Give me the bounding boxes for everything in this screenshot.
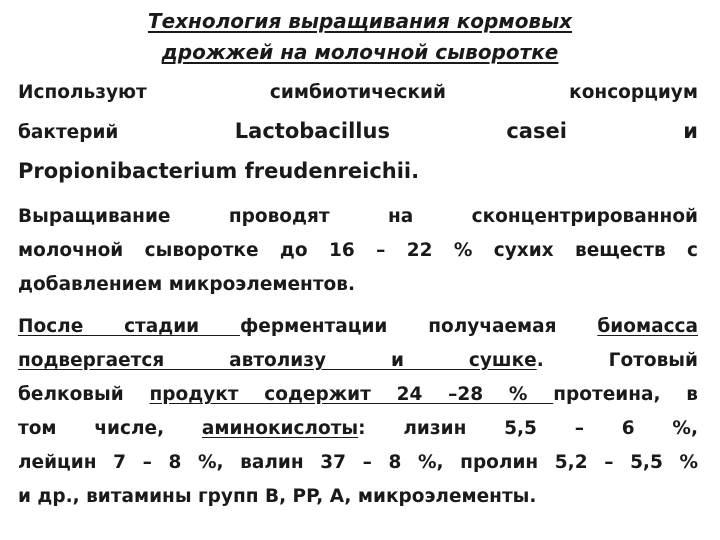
para2-line-1: Выращивание проводят на сконцентрированной: [18, 206, 698, 227]
lysine-text: : лизин 5,5 – 6 %,: [358, 418, 698, 439]
autolysis-text: подвергается автолизу и сушке: [18, 350, 537, 371]
and-word: и: [683, 119, 698, 143]
product-contains-text: продукт содержит 24 –28 %: [149, 384, 554, 405]
paragraph-cultivation: [18, 200, 698, 302]
para1-line-3: [18, 152, 698, 192]
para3-line-1: [18, 310, 698, 344]
para1-line-1: Используют симбиотический консорциум: [18, 82, 698, 103]
propionibacterium-name: Propionibacterium freudenreichii: [18, 159, 412, 183]
title-line-2: дрожжей на молочной сыворотке: [161, 40, 559, 64]
para3-line-2: [18, 344, 698, 378]
para3-line-4: [18, 412, 698, 446]
including-text: том числе,: [18, 418, 202, 439]
ready-text: . Готовый: [536, 350, 698, 371]
para2-line-2: молочной сыворотке до 16 – 22 % сухих веществ с: [18, 240, 698, 261]
slide-title: [0, 6, 720, 68]
protein-text: протеина, в: [553, 384, 698, 405]
para3-line-5: лейцин 7 – 8 %, валин 37 – 8 %, пролин 5,2 – 5,5 %: [18, 452, 698, 473]
fermentation-text: ферментации получаемая: [239, 316, 598, 337]
para3-line-6: и др., витамины групп B, PP, A, микроэлементы.: [18, 486, 537, 507]
para1-line-2: [18, 112, 698, 152]
lactobacillus-name: Lactobacillus: [234, 119, 390, 143]
paragraph-consortium: [18, 74, 698, 192]
casei-name: casei: [506, 119, 567, 143]
para3-line-3: [18, 378, 698, 412]
paragraph-product: [18, 310, 698, 514]
slide-body: [18, 74, 698, 522]
para1-period: .: [411, 159, 420, 183]
biomass-text: биомасса: [597, 316, 698, 337]
amino-acids-text: аминокислоты: [201, 418, 359, 439]
bacteria-word: бактерий: [18, 122, 119, 143]
title-line-1: Технология выращивания кормовых: [147, 9, 573, 33]
protein-word: белковый: [18, 384, 150, 405]
after-stage-text: После стадии: [18, 316, 240, 337]
para2-line-3: добавлением микроэлементов.: [18, 274, 355, 295]
